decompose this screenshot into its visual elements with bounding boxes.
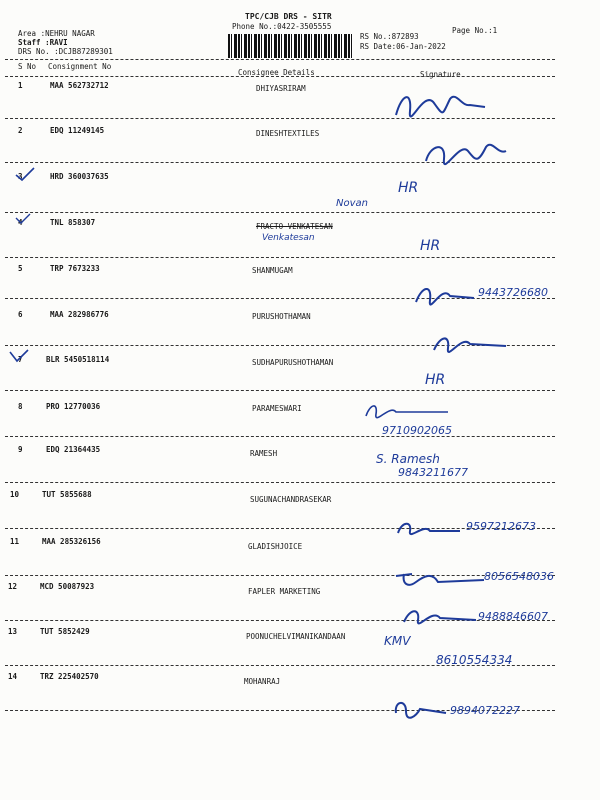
row-consignment: BLR 5450518114 <box>46 355 110 364</box>
rs-date: RS Date:06-Jan-2022 <box>360 42 446 51</box>
row-consignee: POONUCHELVIMANIKANDAAN <box>246 632 346 641</box>
row-sno: 12 <box>8 582 18 591</box>
row-consignment: TRZ 225402570 <box>40 672 99 681</box>
row-sno: 14 <box>8 672 18 681</box>
signature-scribble <box>390 693 454 723</box>
row-sno: 3 <box>18 172 23 181</box>
row-consignment: MAA 285326156 <box>42 537 101 546</box>
divider <box>5 212 555 213</box>
column-consignee: Consignee Details <box>238 68 315 77</box>
column-sno: S No <box>18 62 37 71</box>
handwritten-phone: 8056548036 <box>484 570 554 583</box>
area-label: Area :NEHRU NAGAR <box>18 29 95 38</box>
document-title: TPC/CJB DRS - SITR <box>245 12 332 21</box>
handwritten-phone: 9488846607 <box>478 610 548 623</box>
signature-scribble <box>392 566 488 592</box>
row-sno: 1 <box>18 81 23 90</box>
divider <box>5 390 555 391</box>
handwritten-name: Venkatesan <box>262 233 315 243</box>
signature-scribble <box>412 280 482 310</box>
row-sno: 8 <box>18 402 23 411</box>
row-consignment: TRP 7673233 <box>50 264 100 273</box>
row-sno: 2 <box>18 126 23 135</box>
handwritten-name: Novan <box>336 198 368 209</box>
row-consignee: PARAMESWARI <box>252 404 302 413</box>
handwritten-mark: HR <box>420 238 441 254</box>
row-consignment: MAA 282986776 <box>50 310 109 319</box>
row-consignment: TUT 5852429 <box>40 627 90 636</box>
divider <box>5 482 555 483</box>
divider <box>5 436 555 437</box>
row-sno: 11 <box>10 537 20 546</box>
row-consignee: DINESHTEXTILES <box>256 129 320 138</box>
row-consignee: GLADISHJOICE <box>248 542 303 551</box>
row-sno: 4 <box>18 218 23 227</box>
row-consignee: SHANMUGAM <box>252 266 293 275</box>
check-mark-icon <box>8 348 30 364</box>
signature-scribble <box>420 135 515 173</box>
handwritten-phone: 9597212673 <box>466 520 536 533</box>
drs-number: DRS No. :DCJB87289301 <box>18 47 113 56</box>
row-consignee: SUGUNACHANDRASEKAR <box>250 495 332 504</box>
row-consignment: EDQ 11249145 <box>50 126 105 135</box>
row-consignment: EDQ 21364435 <box>46 445 101 454</box>
rs-number: RS No.:872893 <box>360 32 419 41</box>
row-consignment: PRO 12770036 <box>46 402 101 411</box>
row-consignee: RAMESH <box>250 449 278 458</box>
signature-scribble <box>394 517 464 543</box>
row-consignment: MCD 50087923 <box>40 582 95 591</box>
column-signature: Signature <box>420 70 461 79</box>
handwritten-phone: 9894072227 <box>450 704 520 717</box>
row-sno: 5 <box>18 264 23 273</box>
row-consignee: FAPLER MARKETING <box>248 587 321 596</box>
signature-scribble <box>430 330 510 358</box>
row-sno: 9 <box>18 445 23 454</box>
divider <box>5 59 555 60</box>
page-number: Page No.:1 <box>452 26 498 35</box>
row-sno: 13 <box>8 627 18 636</box>
handwritten-name: KMV <box>384 634 411 648</box>
row-consignment: MAA 562732712 <box>50 81 109 90</box>
staff-label: Staff :RAVI <box>18 38 68 47</box>
signature-scribble <box>400 604 480 630</box>
handwritten-phone: 8610554334 <box>436 653 513 667</box>
handwritten-phone: 9843211677 <box>398 466 468 479</box>
divider <box>5 257 555 258</box>
handwritten-phone: 9710902065 <box>382 424 452 437</box>
row-sno: 10 <box>10 490 20 499</box>
divider <box>5 76 555 77</box>
barcode-image <box>228 34 353 58</box>
signature-scribble <box>362 398 452 424</box>
handwritten-phone: 9443726680 <box>478 286 548 299</box>
handwritten-mark: HR <box>398 180 419 196</box>
check-mark-icon <box>14 166 36 182</box>
row-consignee: MOHANRAJ <box>244 677 281 686</box>
row-consignment: TUT 5855688 <box>42 490 92 499</box>
row-consignee: DHIYASRIRAM <box>256 84 306 93</box>
row-consignee: SUDHAPURUSHOTHAMAN <box>252 358 334 367</box>
handwritten-name: S. Ramesh <box>376 452 440 466</box>
row-sno: 6 <box>18 310 23 319</box>
row-sno: 7 <box>18 355 23 364</box>
row-consignment: HRD 360037635 <box>50 172 109 181</box>
phone-number: Phone No.:0422-3505555 <box>232 22 332 31</box>
signature-scribble <box>390 85 500 125</box>
row-consignee: PURUSHOTHAMAN <box>252 312 311 321</box>
handwritten-mark: HR <box>425 372 446 388</box>
column-consignment: Consignment No <box>48 62 112 71</box>
check-mark-icon <box>14 212 32 226</box>
row-consignee: FRACTO VENKATESAN <box>256 222 333 231</box>
row-consignment: TNL 858307 <box>50 218 96 227</box>
